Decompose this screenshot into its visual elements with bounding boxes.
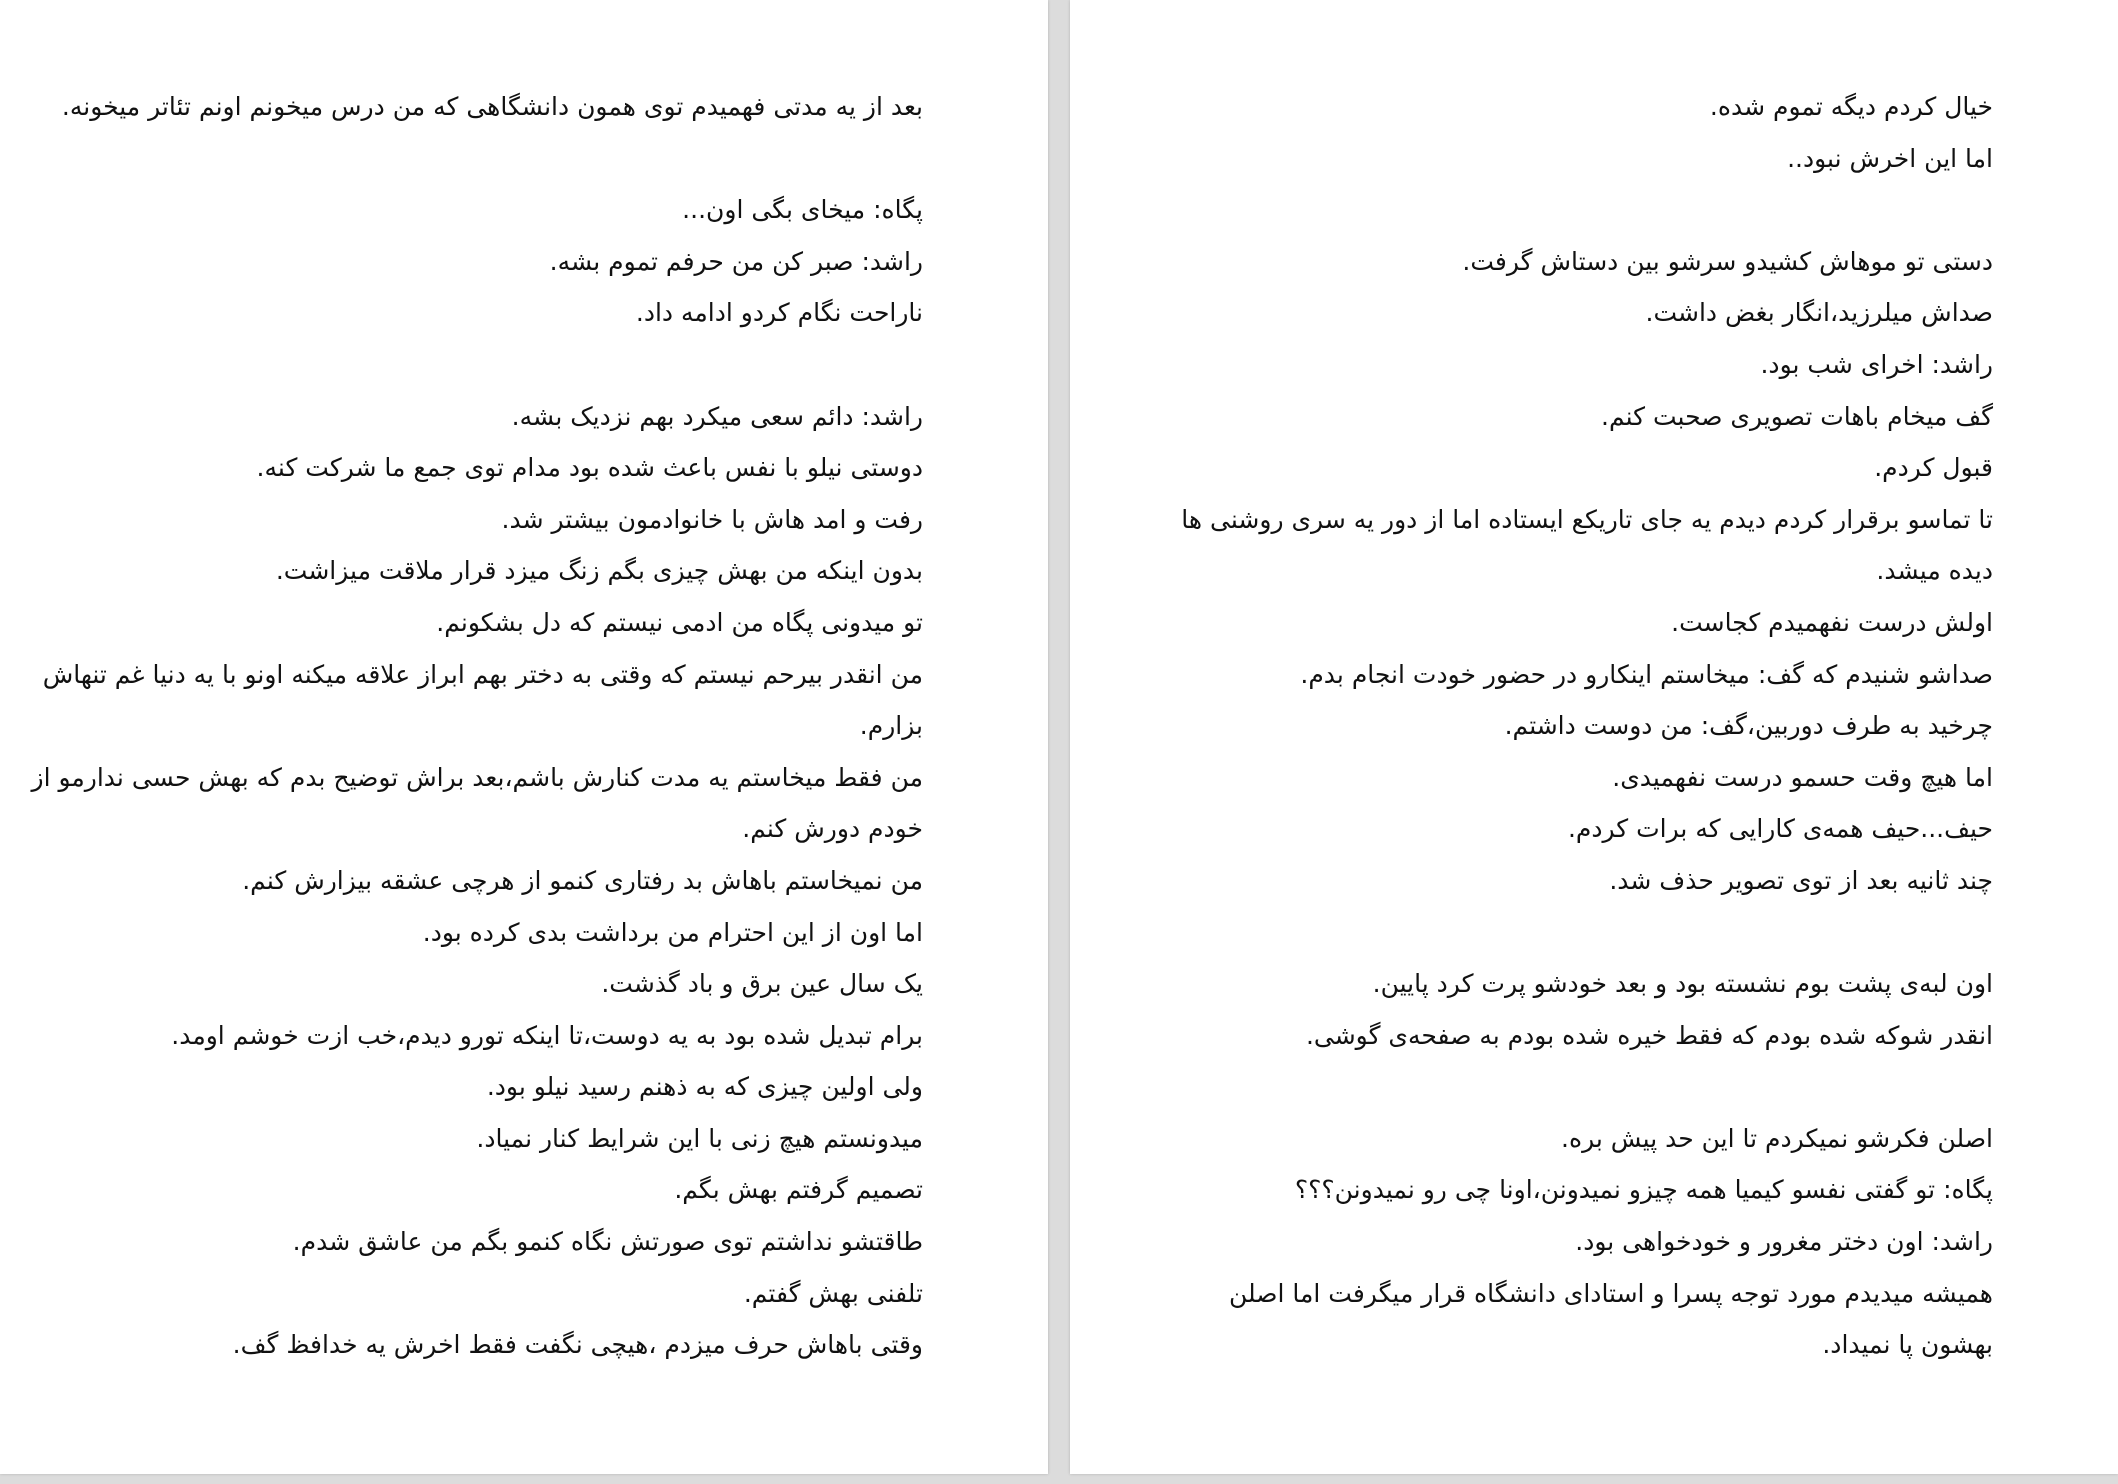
text-line: تلفنی بهش گفتم. [743,1278,923,1308]
text-line: راشد: اخرای شب بود. [1760,349,1993,379]
text-line: ولی اولین چیزی که به ذهنم رسید نیلو بود. [486,1072,923,1102]
text-line: راشد: اون دختر مغرور و خودخواهی بود. [1575,1227,1993,1257]
text-line: پگاه: میخای بگی اون... [682,195,923,225]
text-line: پگاه: تو گفتی نفسو کیمیا همه چیزو نمیدونن،اونا چی رو نمیدونن؟؟؟ [1294,1175,1993,1205]
blank-line [1163,1061,1993,1113]
text-line: برام تبدیل شده بود به یه دوست،تا اینکه تورو دیدم،خب ازت خوشم اومد. [171,1020,923,1050]
text-line: اما این اخرش نبود.. [1787,143,1993,173]
text-line: چند ثانیه بعد از توی تصویر حذف شد. [1609,865,1993,895]
text-line: صداشو شنیدم که گف: میخاستم اینکارو در حضور خودت انجام بدم. [1300,659,1993,689]
text-line: من انقدر بیرحم نیستم که وقتی به دختر بهم ابراز علاقه میکنه اونو با یه دنیا غم تنهاش بزارم. [42,659,923,741]
page-text-block [23,81,923,1371]
text-line: تصمیم گرفتم بهش بگم. [674,1175,923,1205]
blank-line [1163,907,1993,959]
text-line: وقتی باهاش حرف میزدم ،هیچی نگفت فقط اخرش یه خدافظ گف. [232,1330,923,1360]
text-line: ناراحت نگام کردو ادامه داد. [635,298,923,328]
page-text-block [1163,81,1993,1371]
text-line: یک سال عین برق و باد گذشت. [601,969,923,999]
text-line: گف میخام باهات تصویری صحبت کنم. [1601,401,1993,431]
text-line: اولش درست نفهمیدم کجاست. [1671,607,1993,637]
document-page-right [1070,0,2118,1474]
text-line: خیال کردم دیگه تموم شده. [1709,92,1993,121]
text-line: راشد: صبر کن من حرفم تموم بشه. [549,246,923,276]
text-line: اصلن فکرشو نمیکردم تا این حد پیش بره. [1561,1123,1993,1153]
text-line: طاقتشو نداشتم توی صورتش نگاه کنمو بگم من عاشق شدم. [292,1227,923,1257]
document-page-left [0,0,1048,1474]
text-line: اون لبه‌ی پشت بوم نشسته بود و بعد خودشو پرت کرد پایین. [1372,969,1993,999]
text-line: حیف...حیف همه‌ی کارایی که برات کردم. [1567,814,1993,844]
text-line: صداش میلرزید،انگار بغض داشت. [1645,298,1993,328]
text-line: اما اون از این احترام من برداشت بدی کرده بود. [422,917,923,947]
text-line: بدون اینکه من بهش چیزی بگم زنگ میزد قرار ملاقت میزاشت. [275,556,923,586]
text-line: میدونستم هیچ زنی با این شرایط کنار نمیاد. [476,1123,923,1153]
text-line: اما هیچ وقت حسمو درست نفهمیدی. [1612,762,1993,792]
text-line: دوستی نیلو با نفس باعث شده بود مدام توی جمع ما شرکت کنه. [256,453,923,483]
text-line: چرخید به طرف دوربین،گف: من دوست داشتم. [1504,711,1993,741]
text-line: همیشه میدیدم مورد توجه پسرا و استادای دانشگاه قرار میگرفت اما اصلن بهشون پا نمیداد. [1228,1278,1993,1360]
text-line: بعد از یه مدتی فهمیدم توی همون دانشگاهی که من درس میخونم اونم تئاتر میخونه. [61,92,923,121]
text-line: قبول کردم. [1874,453,1993,483]
text-line: راشد: دائم سعی میکرد بهم نزدیک بشه. [511,401,923,431]
text-line: رفت و امد هاش با خانوادمون بیشتر شد. [501,504,923,534]
text-line: من فقط میخاستم یه مدت کنارش باشم،بعد براش توضیح بدم که بهش حسی ندارمو از خودم دورش کنم. [31,762,923,844]
text-line: من نمیخاستم باهاش بد رفتاری کنمو از هرچی عشقه بیزارش کنم. [242,865,923,895]
blank-line [23,339,923,391]
text-line: انقدر شوکه شده بودم که فقط خیره شده بودم به صفحه‌ی گوشی. [1305,1020,1993,1050]
text-line: تو میدونی پگاه من ادمی نیستم که دل بشکونم. [436,607,923,637]
blank-line [23,133,923,185]
blank-line [1163,184,1993,236]
text-line: تا تماسو برقرار کردم دیدم یه جای تاریکع ایستاده اما از دور یه سری روشنی ها دیده میشد. [1181,504,1993,586]
text-line: دستی تو موهاش کشیدو سرشو بین دستاش گرفت. [1462,246,1993,276]
